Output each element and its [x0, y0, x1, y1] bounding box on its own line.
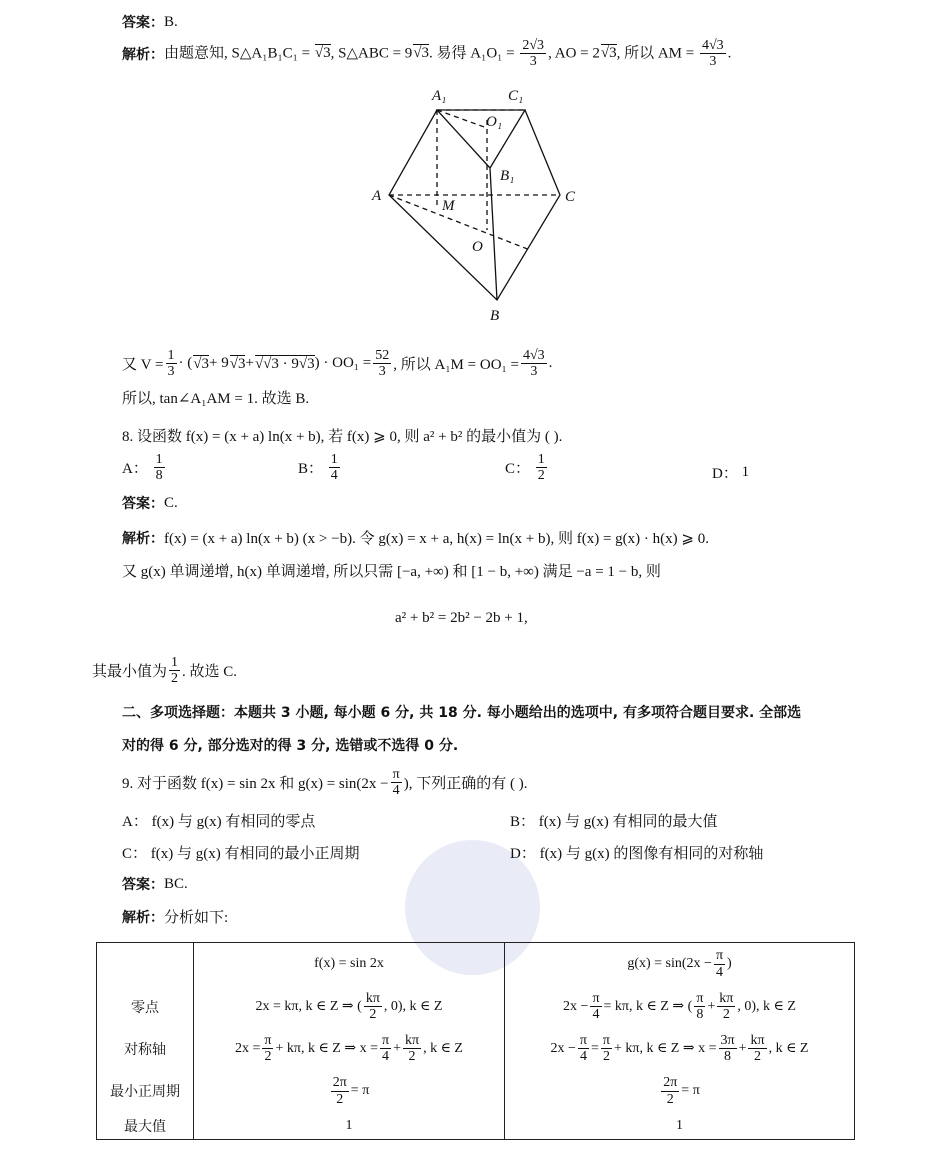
numerator: 2π [332, 1075, 347, 1091]
fraction [714, 948, 725, 980]
denominator: 4 [330, 468, 338, 484]
math-text: + kπ, k ∈ Z ⇒ x = [613, 1041, 717, 1057]
table-row [97, 1070, 855, 1112]
numerator: π [696, 990, 704, 1006]
option-label: B： [510, 814, 536, 830]
denominator: 2 [408, 1049, 416, 1065]
q9-answer [122, 874, 188, 894]
label-m: M [442, 198, 455, 214]
fraction [719, 1033, 737, 1065]
table-cell [194, 1112, 505, 1139]
fraction [694, 991, 705, 1023]
math-text: + 9 [209, 355, 229, 372]
label-a: A [372, 188, 382, 204]
denominator: 2 [171, 671, 179, 687]
answer-value: BC. [164, 875, 188, 892]
math-text: + [707, 998, 716, 1014]
denominator: 4 [579, 1049, 587, 1065]
q7-analysis [122, 38, 731, 70]
numerator: kπ [404, 1032, 420, 1048]
table-cell [505, 1112, 855, 1139]
q8-conclusion [92, 655, 237, 687]
table-cell [97, 943, 194, 986]
label-b1: B₁ [500, 168, 515, 184]
math-text: . [727, 45, 732, 62]
math-text: . 故选 C. [182, 664, 238, 681]
fraction [717, 991, 735, 1023]
math-text: + [393, 1040, 401, 1056]
fraction [364, 991, 382, 1023]
denominator: 2 [722, 1007, 730, 1023]
table-cell [505, 1028, 855, 1070]
q8-analysis-line2: 又 g(x) 单调递增, h(x) 单调递增, 所以只需 [−a, +∞) 和 [1 − b, +∞) 满足 −a = 1 − b, 则 [122, 564, 661, 580]
table-cell [194, 1070, 505, 1112]
fraction [166, 348, 177, 380]
option-text: f(x) 与 g(x) 的图像有相同的对称轴 [539, 846, 764, 862]
analysis-label: 解析： [122, 46, 164, 63]
fraction [700, 38, 726, 70]
sqrt: √ 3 [413, 44, 429, 61]
option-text: f(x) 与 g(x) 有相同的零点 [151, 814, 316, 830]
option-label: D： [712, 466, 738, 482]
analysis-text: f(x) = (x + a) ln(x + b) (x > −b). 令 g(x) = x + a, h(x) = ln(x + b), 则 f(x) = g(x) · h(x) ⩾ 0. [164, 531, 709, 547]
math-text: . [548, 355, 553, 372]
table-cell [194, 1028, 505, 1070]
fraction [590, 991, 601, 1023]
numerator: π [579, 1032, 587, 1048]
fraction [521, 348, 547, 380]
volume-line [122, 348, 552, 380]
table-row [97, 1028, 855, 1070]
math-text: ), 下列正确的有 ( ). [403, 776, 528, 793]
numerator: 1 [537, 452, 545, 467]
math-text: = π [350, 1083, 370, 1099]
analysis-text [164, 38, 731, 70]
denominator: 8 [696, 1007, 704, 1023]
label-a1: A₁ [432, 88, 447, 104]
answer-value: B. [164, 13, 178, 30]
table-cell [194, 943, 505, 986]
option-label: D： [510, 846, 536, 862]
fraction [748, 1033, 766, 1065]
analysis-label: 解析： [122, 909, 164, 926]
sqrt: √ 3 [193, 355, 209, 373]
denominator: 2 [602, 1049, 610, 1065]
denominator: 2 [537, 468, 545, 484]
table-row [97, 1112, 855, 1139]
math-text: , 所以 A₁M = OO₁ = [393, 357, 519, 374]
math-text: 1 [676, 1117, 683, 1133]
q9-analysis [122, 906, 228, 927]
option-value [534, 452, 549, 484]
label-o1: O₁ [486, 114, 503, 130]
numerator: π [264, 1032, 272, 1048]
math-text: , k ∈ Z [423, 1041, 463, 1057]
label-b: B [490, 308, 500, 324]
sqrt: √ 3 [230, 355, 246, 373]
math-text: 其最小值为 [92, 664, 168, 681]
math-text: , AO = 2 [548, 45, 600, 62]
fraction [403, 1033, 421, 1065]
analysis-text: 分析如下: [164, 910, 229, 926]
option-text: f(x) 与 g(x) 有相同的最大值 [538, 814, 718, 830]
table-cell [97, 1070, 194, 1112]
math-text: 9. 对于函数 f(x) = sin 2x 和 g(x) = sin(2x − [122, 776, 389, 793]
math-text: , S△ABC = 9 [330, 45, 413, 62]
math-text: f(x) = sin 2x [314, 956, 384, 972]
math-text: ) [727, 956, 732, 972]
denominator: 4 [715, 964, 723, 980]
q8-option-a [122, 452, 167, 484]
denominator: 4 [592, 1007, 600, 1023]
math-text: + [245, 355, 254, 372]
label-o: O [472, 239, 483, 255]
denominator: 3 [378, 364, 386, 380]
option-label: C： [505, 461, 531, 478]
numerator: kπ [719, 990, 734, 1006]
fraction [380, 1033, 391, 1065]
label-c: C [565, 189, 576, 205]
numerator: 3π [720, 1032, 735, 1048]
section-heading-line2: 对的得 6 分, 部分选对的得 3 分, 选错或不选得 0 分. [122, 738, 459, 754]
sqrt: √ 3 [315, 44, 331, 61]
denominator: 8 [724, 1049, 732, 1065]
fraction [520, 38, 546, 70]
q9-option-a [122, 810, 315, 831]
option-value: 1 [741, 464, 750, 480]
numerator: 52 [375, 348, 390, 363]
option-value [327, 452, 342, 484]
option-label: B： [298, 461, 324, 478]
q8-stem: 8. 设函数 f(x) = (x + a) ln(x + b), 若 f(x) ⩾ 0, 则 a² + b² 的最小值为 ( ). [122, 429, 563, 445]
math-text: , 所以 AM = [616, 45, 698, 62]
math-text: , 0), k ∈ Z [737, 999, 796, 1015]
math-text: ) · OO₁ = [314, 355, 372, 372]
math-text: . 易得 A₁O₁ = [429, 45, 519, 62]
numerator: π [602, 1032, 610, 1048]
label-c1: C₁ [508, 88, 524, 104]
math-text: + kπ, k ∈ Z ⇒ x = [275, 1041, 378, 1057]
denominator: 2 [369, 1007, 377, 1023]
table-row [97, 985, 855, 1027]
numerator: 1 [330, 452, 338, 467]
numerator: 1 [171, 655, 179, 670]
math-text: 由题意知, S△A₁B₁C₁ = [164, 45, 314, 62]
denominator: 3 [167, 364, 175, 380]
option-label: C： [122, 846, 148, 862]
math-text: 最大值 [124, 1119, 166, 1135]
math-text: · ( [178, 355, 193, 372]
table-cell [97, 985, 194, 1027]
denominator: 3 [709, 54, 717, 70]
option-label: A： [122, 461, 148, 478]
fraction [169, 655, 180, 687]
q9-option-b [510, 810, 718, 831]
table-cell [505, 943, 855, 986]
section-heading-line1: 二、多项选择题：本题共 3 小题, 每小题 6 分, 共 18 分. 每小题给出的选项中, 有多项符合题目要求. 全部选 [122, 705, 802, 721]
numerator: 2π [663, 1075, 678, 1091]
denominator: 4 [382, 1049, 390, 1065]
frustum-figure [360, 80, 600, 325]
table-cell [505, 985, 855, 1027]
denominator: 2 [754, 1049, 762, 1065]
numerator: π [715, 948, 724, 964]
answer-label: 答案： [122, 877, 164, 893]
math-text: 2x − [563, 998, 589, 1014]
math-text: = kπ, k ∈ Z ⇒ ( [603, 999, 693, 1015]
table-cell [97, 1028, 194, 1070]
math-text: 对称轴 [124, 1042, 166, 1058]
denominator: 8 [155, 468, 163, 484]
math-text: 1 [345, 1117, 353, 1133]
table-cell [505, 1070, 855, 1112]
denominator: 2 [666, 1091, 674, 1107]
q8-option-b [298, 452, 342, 484]
q8-option-c [505, 452, 549, 484]
fraction [601, 1033, 612, 1065]
fraction [661, 1075, 679, 1107]
answer-label: 答案： [122, 496, 164, 512]
fraction [331, 1075, 349, 1107]
numerator: 1 [167, 348, 175, 363]
q8-answer [122, 493, 178, 513]
math-text: 零点 [131, 1000, 159, 1016]
q8-formula: a² + b² = 2b² − 2b + 1, [395, 610, 528, 626]
option-text: f(x) 与 g(x) 有相同的最小正周期 [150, 846, 360, 862]
sqrt: √ 3 [601, 44, 617, 61]
math-text: = [591, 1040, 599, 1056]
q9-option-d [510, 842, 763, 863]
q9-option-c [122, 842, 360, 863]
fraction [391, 767, 402, 799]
numerator: kπ [365, 990, 380, 1006]
fraction [154, 452, 165, 484]
q8-analysis [122, 527, 709, 548]
math-text: 又 V = [122, 357, 164, 374]
table-cell [194, 985, 505, 1027]
fraction [262, 1033, 273, 1065]
table-cell [97, 1112, 194, 1139]
denominator: 2 [264, 1049, 272, 1065]
answer-label: 答案： [122, 15, 164, 31]
numerator: π [392, 767, 400, 782]
math-text: g(x) = sin(2x − [627, 956, 712, 972]
option-value [152, 452, 167, 484]
math-text: , k ∈ Z [768, 1041, 809, 1057]
q7-answer [122, 12, 178, 32]
denominator: 2 [336, 1091, 344, 1107]
math-text: 最小正周期 [110, 1085, 180, 1101]
math-text: 2x = kπ, k ∈ Z ⇒ ( [255, 999, 362, 1015]
math-text: 2x = [235, 1040, 261, 1056]
sqrt: √ √3 · 9√3 [255, 355, 315, 373]
analysis-label: 解析： [122, 530, 164, 547]
comparison-table [96, 942, 855, 1140]
q7-conclusion: 所以, tan∠A₁AM = 1. 故选 B. [122, 391, 310, 407]
denominator: 4 [392, 783, 400, 799]
math-text: + [738, 1040, 747, 1056]
numerator: π [592, 990, 600, 1006]
math-text: = π [681, 1083, 700, 1099]
numerator: 4√3 [701, 38, 724, 53]
table-header-row [97, 943, 855, 986]
numerator: 2√3 [522, 38, 545, 53]
numerator: π [382, 1032, 390, 1048]
math-text: , 0), k ∈ Z [383, 999, 443, 1015]
math-text: 2x − [550, 1040, 576, 1056]
q9-stem [122, 767, 527, 799]
numerator: 1 [155, 452, 163, 467]
fraction [536, 452, 547, 484]
numerator: kπ [750, 1032, 765, 1048]
denominator: 3 [529, 54, 537, 70]
answer-value: C. [164, 494, 178, 511]
option-label: A： [122, 814, 148, 830]
q8-option-d [712, 462, 749, 483]
fraction [373, 348, 391, 380]
denominator: 3 [530, 364, 538, 380]
numerator: 4√3 [522, 348, 545, 363]
fraction [329, 452, 340, 484]
fraction [578, 1033, 589, 1065]
